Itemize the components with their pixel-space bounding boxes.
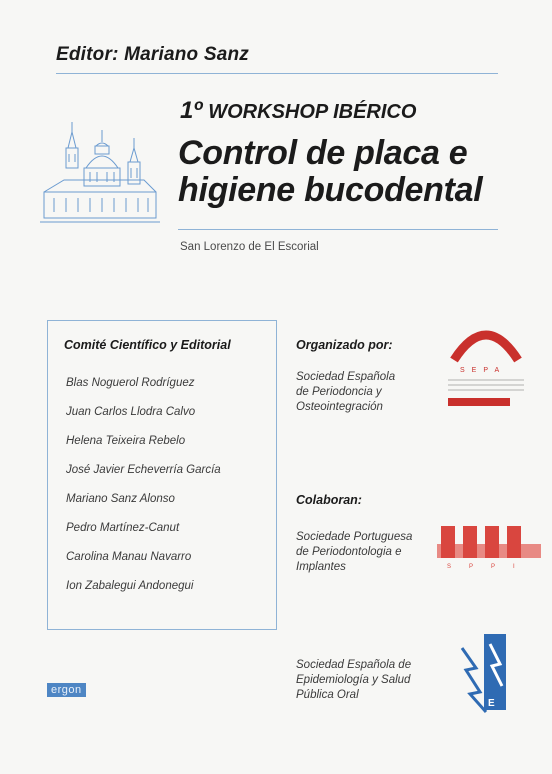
title-line-1: Control de placa e: [178, 134, 468, 172]
committee-member: José Javier Echeverría García: [66, 464, 221, 476]
workshop-label: WORKSHOP IBÉRICO: [208, 101, 417, 123]
committee-member: Helena Teixeira Rebelo: [66, 435, 186, 447]
committee-member: Juan Carlos Llodra Calvo: [66, 406, 196, 418]
committee-member: Carolina Manau Navarro: [66, 551, 192, 563]
title-line-2: higiene bucodental: [178, 171, 483, 209]
escorial-illustration: [40, 118, 160, 228]
collaborator-spp-name: Sociedade Portuguesa de Periodontologia e Implantes: [296, 531, 413, 573]
title-divider: [178, 229, 498, 230]
committee-member: Blas Noguerol Rodríguez: [66, 377, 195, 389]
committee-member: Mariano Sanz Alonso: [66, 493, 175, 505]
sespo-logo-letter: E: [488, 698, 495, 709]
event-location: San Lorenzo de El Escorial: [180, 241, 319, 253]
committee-member: Pedro Martínez-Canut: [66, 522, 180, 534]
top-divider: [56, 73, 498, 74]
collaborators-label: Colaboran:: [296, 493, 362, 507]
sppi-logo-letters: SPPI: [447, 564, 533, 570]
organizer-sepa-name: Sociedad Española de Periodoncia y Osteointegración: [296, 371, 396, 413]
publisher-logo: ergon: [47, 683, 86, 697]
workshop-number: 1º: [180, 97, 203, 124]
committee-title: Comité Científico y Editorial: [64, 338, 231, 352]
workshop-heading: [180, 97, 416, 125]
sepa-logo: [440, 318, 532, 414]
sespo-logo: [456, 634, 516, 714]
organized-by-label: Organizado por:: [296, 338, 393, 352]
sppi-logo: [437, 526, 541, 570]
sepa-logo-letters: SEPA: [460, 367, 507, 374]
collaborator-sespo-name: Sociedad Española de Epidemiología y Salud Pública Oral: [296, 659, 412, 701]
committee-member: Ion Zabalegui Andonegui: [66, 580, 194, 592]
editor-credit: Editor: Mariano Sanz: [56, 44, 249, 65]
